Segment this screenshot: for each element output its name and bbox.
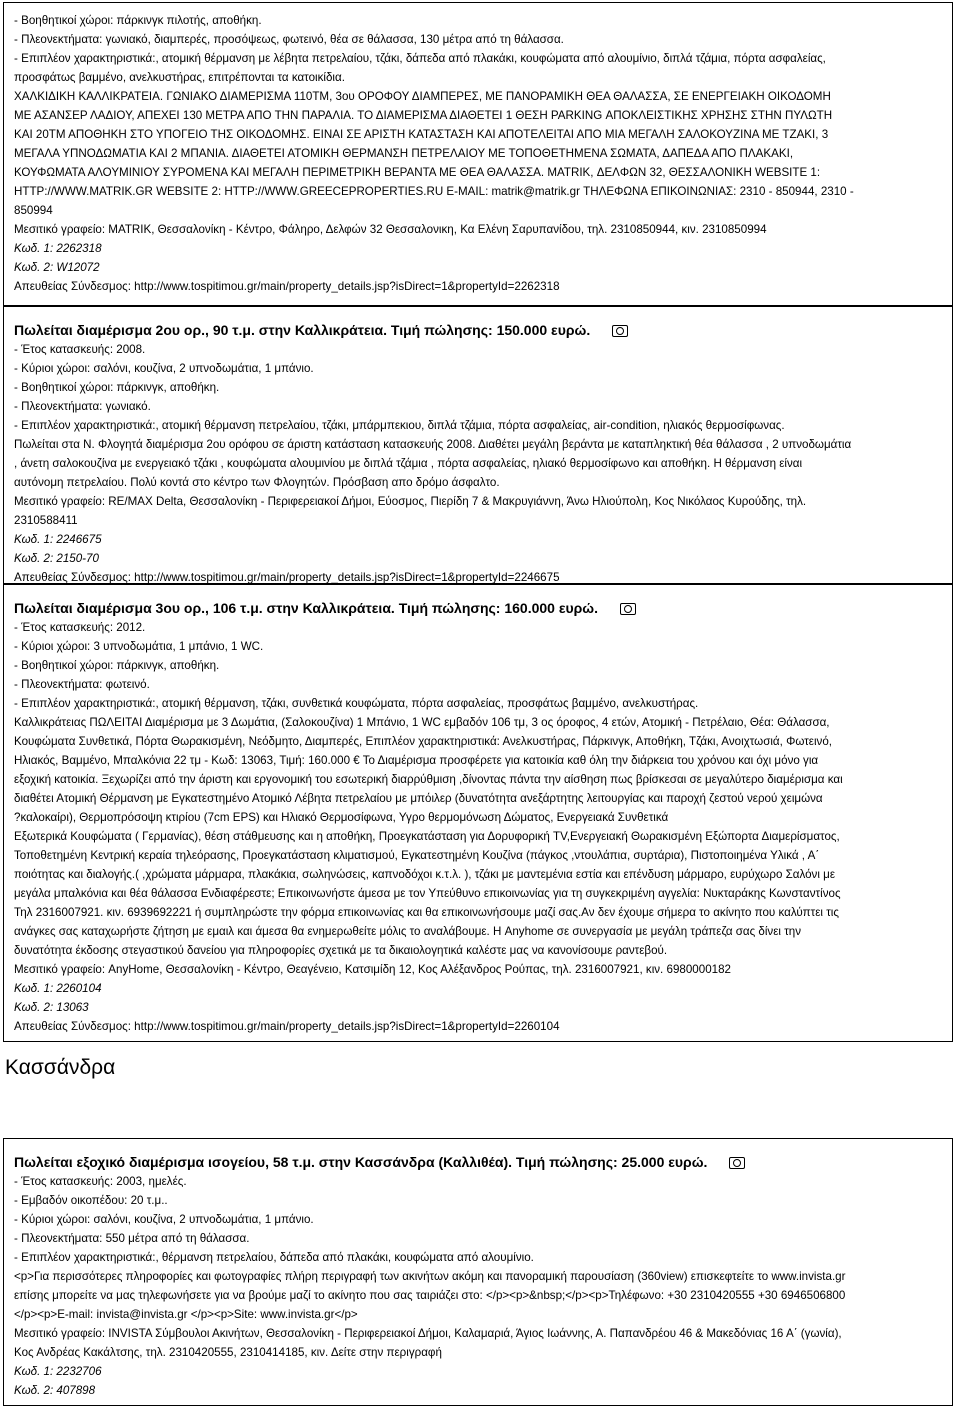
code-1: Κωδ. 1: 2262318 [14, 242, 102, 255]
detail-line: - Πλεονεκτήματα: φωτεινό. [14, 678, 150, 691]
detail-line: Μεσιτικό γραφείο: AnyHome, Θεσσαλονίκη - Κέντρο, Θεαγένειο, Κατσιμίδη 12, Κος Αλέξανδρος Ρούπας, τηλ. 2316007921, κιν. 6980000182 [14, 963, 731, 976]
code-1: Κωδ. 1: 2260104 [14, 982, 102, 995]
listing-box-3 [3, 584, 953, 1042]
detail-line: διαθέτει Ατομική Θέρμανση με Εγκατεστημένο Ατομικό Λέβητα πετρελαίου με μπόιλερ (δυνατότητα ανεξάρτητης λειτουργίας και παροχή ζεστού νερού χειμώνα [14, 792, 823, 805]
detail-line: δυνατότητα έκδοσης στεγαστικού δανείου για πληροφορίες σχετικά με τα δικαιολογητικά καλέστε μας να κανονίσουμε ραντεβού. [14, 944, 668, 957]
detail-line: - Βοηθητικοί χώροι: πάρκινγκ, αποθήκη. [14, 381, 220, 394]
listing-1-details [14, 11, 942, 239]
detail-line: Κουφώματα Συνθετικά, Πόρτα Θωρακισμένη, Νεόδμητο, Διαμπερές, Επιπλέον χαρακτηριστικά: Ανελκυστήρας, Πάρκινγκ, Αποθήκη, Τζάκι, Ανοιχτωσιά, Φωτεινό, [14, 735, 833, 748]
detail-line: - Έτος κατασκευής: 2012. [14, 621, 146, 634]
detail-line: Μεσιτικό γραφείο: MATRIK, Θεσσαλονίκη - Κέντρο, Φάληρο, Δελφών 32 Θεσσαλονικη, Κα Ελένη Σαρυπανίδου, τηλ. 2310850944, κιν. 2310850994 [14, 223, 767, 236]
code-1: Κωδ. 1: 2232706 [14, 1365, 102, 1378]
detail-line: προσφάτως βαμμένο, ανελκυστήρας, επιτρέπονται τα κατοικίδια. [14, 71, 345, 84]
detail-line: μεγάλα μπαλκόνια και θέα θάλασσα Ενδιαφέρεστε; Επικοινωνήστε άμεσα με τον Υπεύθυνο επικοινωνίας για τη συγκεκριμένη αγγελία: Νυκταράκης Κωνσταντίνος [14, 887, 841, 900]
detail-line: ΧΑΛΚΙΔΙΚΗ ΚΑΛΛΙΚΡΑΤΕΙΑ. ΓΩΝΙΑΚΟ ΔΙΑΜΕΡΙΣΜΑ 110ΤΜ, 3ου ΟΡΟΦΟΥ ΔΙΑΜΠΕΡΕΣ, ΜΕ ΠΑΝΟΡΑΜΙΚΗ ΘΕΑ ΘΑΛΑΣΣΑ, ΣΕ ΕΝΕΡΓΕΙΑΚΗ ΟΙΚΟΔΟΜΗ [14, 90, 831, 103]
detail-line: - Επιπλέον χαρακτηριστικά:, ατομική θέρμανση, τζάκι, συνθετικά κουφώματα, πόρτα ασφαλείας, προσφάτως βαμμένο, ανελκυστήρας. [14, 697, 699, 710]
listing-title: Πωλείται εξοχικό διαμέρισμα ισογείου, 58 τ.μ. στην Κασσάνδρα (Καλλιθέα). Τιμή πώλησης: 25.000 ευρώ. [14, 1152, 942, 1172]
code-1: Κωδ. 1: 2246675 [14, 533, 102, 546]
listing-box-1 [3, 2, 953, 306]
detail-line: Εξωτερικά Κουφώματα ( Γερμανίας), θέση στάθμευσης και η αποθήκη, Προεγκατάσταση για Δορυφορική TV,Ενεργειακή Θωρακισμένη Εξώπορτα Διαμερίσματος, [14, 830, 840, 843]
direct-link[interactable]: Απευθείας Σύνδεσμος: http://www.tospitimou.gr/main/property_details.jsp?isDirect=1&propertyId=2262318 [14, 280, 560, 293]
detail-line: - Πλεονεκτήματα: γωνιακό, διαμπερές, προσόψεως, φωτεινό, θέα σε θάλασσα, 130 μέτρα από τη θάλασσα. [14, 33, 564, 46]
detail-line: - Κύριοι χώροι: σαλόνι, κουζίνα, 2 υπνοδωμάτια, 1 μπάνιο. [14, 362, 314, 375]
camera-icon[interactable] [620, 603, 636, 615]
code-2: Κωδ. 2: 2150-70 [14, 552, 99, 565]
listing-title: Πωλείται διαμέρισμα 3ου ορ., 106 τ.μ. στην Καλλικράτεια. Τιμή πώλησης: 160.000 ευρώ. [14, 598, 942, 618]
detail-line: - Πλεονεκτήματα: γωνιακό. [14, 400, 151, 413]
detail-line: - Έτος κατασκευής: 2003, ημελές. [14, 1175, 187, 1188]
detail-line: αυτόνομη πετρελαίου. Πολύ κοντά στο κέντρο των Φλογητών. Πρόσβαση απο δρόμο άσφαλτο. [14, 476, 500, 489]
detail-line: - Κύριοι χώροι: σαλόνι, κουζίνα, 2 υπνοδωμάτια, 1 μπάνιο. [14, 1213, 314, 1226]
detail-line: Μεσιτικό γραφείο: INVISTA Σύμβουλοι Ακινήτων, Θεσσαλονίκη - Περιφερειακοί Δήμοι, Καλαμαριά, Άγιος Ιωάννης, Α. Παπανδρέου 46 & Μακεδόνιας 16 Α΄ (γωνία), [14, 1327, 842, 1340]
detail-line: - Βοηθητικοί χώροι: πάρκινγκ, αποθήκη. [14, 659, 220, 672]
detail-line: εξοχική κατοικία. Ξεχωρίζει από την άριστη και εργονομική του εσωτερική διαρρύθμιση ,δίνοντας πάντα την αίσθηση πως βρίσκεσαι σε μεγαλύτερο διαμέρισμα και [14, 773, 843, 786]
detail-line: - Έτος κατασκευής: 2008. [14, 343, 146, 356]
listing-box-2 [3, 306, 953, 584]
detail-line: ΜΕΓΑΛΑ ΥΠΝΟΔΩΜΑΤΙΑ ΚΑΙ 2 ΜΠΑΝΙΑ. ΔΙΑΘΕΤΕΙ ΑΤΟΜΙΚΗ ΘΕΡΜΑΝΣΗ ΠΕΤΡΕΛΑΙΟΥ ΜΕ ΤΟΠΟΘΕΤΗΜΕΝΑ ΣΩΜΑΤΑ, ΔΑΠΕΔΑ ΑΠΟ ΠΛΑΚΑΚΙ, [14, 147, 794, 160]
detail-line: Τοποθετημένη Κεντρική κεραία τηλεόρασης, Προεγκατάσταση κλιματισμού, Εγκατεστημένη Κουζίνα (πάγκος ,ντουλάπια, συρτάρια), Πιστοποιημένα Υλικά , Α΄ [14, 849, 820, 862]
detail-line: - Πλεονεκτήματα: 550 μέτρα από τη θάλασσα. [14, 1232, 250, 1245]
detail-line: Πωλείται στα Ν. Φλογητά διαμέρισμα 2ου ορόφου σε άριστη κατάσταση κατασκευής 2008. Διαθέτει μεγάλη βεράντα με καταπληκτική θέα θάλασσα , 2 υπνοδωμάτια [14, 438, 852, 451]
detail-line: 2310588411 [14, 514, 78, 527]
code-2: Κωδ. 2: W12072 [14, 261, 100, 274]
listing-box-4 [3, 1138, 953, 1406]
camera-icon[interactable] [612, 325, 628, 337]
listing-2-details [14, 340, 942, 530]
detail-line: , άνετη σαλοκουζίνα με ενεργειακό τζάκι , κουφώματα αλουμινίου με διπλά τζάμια , πόρτα ασφαλείας, ηλιακό θερμοσίφωνο και αποθήκη. Η θέρμανση είναι [14, 457, 803, 470]
detail-line: ποιότητας και διαλογής.( ,χρώματα μάρμαρα, πλακάκια, σωληνώσεις, καπνοδόχοι κ.τ.λ. ), τζάκι με μαντεμένια εστία και επένδυση μάρμαρο, ευρύχωρο Σαλόνι με [14, 868, 836, 881]
detail-line: Μεσιτικό γραφείο: RE/MAX Delta, Θεσσαλονίκη - Περιφερειακοί Δήμοι, Εύοσμος, Πιερίδη 7 & Μακρυγιάννη, Άνω Ηλιούπολη, Κος Νικόλαος Κυρούδης, τηλ. [14, 495, 807, 508]
detail-line: HTTP://WWW.MATRIK.GR WEBSITE 2: HTTP://WWW.GREECEPROPERTIES.RU E-MAIL: matrik@matrik.gr ΤΗΛΕΦΩΝΑ ΕΠΙΚΟΙΝΩΝΙΑΣ: 2310 - 850944, 2310 - [14, 185, 854, 198]
detail-line: - Επιπλέον χαρακτηριστικά:, θέρμανση πετρελαίου, δάπεδα από πλακάκι, κουφώματα από αλουμίνιο. [14, 1251, 534, 1264]
detail-line: - Επιπλέον χαρακτηριστικά:, ατομική θέρμανση πετρελαίου, τζάκι, μπάρμπεκιου, διπλά τζάμια, πόρτα ασφαλείας, air-condition, ηλιακός θερμοσίφωνας. [14, 419, 785, 432]
detail-line: - Επιπλέον χαρακτηριστικά:, ατομική θέρμανση με λέβητα πετρελαίου, τζάκι, δάπεδα από πλακάκι, κουφώματα από αλουμίνιο, διπλά τζάμια, πόρτα ασφαλείας, [14, 52, 826, 65]
detail-line: Κος Ανδρέας Κακάλτσης, τηλ. 2310420555, 2310414185, κιν. Δείτε στην περιγραφή [14, 1346, 442, 1359]
detail-line: </p><p>E-mail: invista@invista.gr </p><p>Site: www.invista.gr</p> [14, 1308, 358, 1321]
code-2: Κωδ. 2: 13063 [14, 1001, 89, 1014]
code-2: Κωδ. 2: 407898 [14, 1384, 96, 1397]
detail-line: Ηλιακός, Βαμμένο, Μπαλκόνια 22 τμ - Κωδ: 13063, Τιμή: 160.000 € Το Διαμέρισμα προσφέρετε για κατοικία καθ όλη την διάρκεια του χρόνου και όχι μόνο για [14, 754, 819, 767]
detail-line: ΜΕ ΑΣΑΝΣΕΡ ΛΑΔΙΟΥ, ΑΠΕΧΕΙ 130 ΜΕΤΡΑ ΑΠΟ ΤΗΝ ΠΑΡΑΛΙΑ. ΤΟ ΔΙΑΜΕΡΙΣΜΑ ΔΙΑΘΕΤΕΙ 1 ΘΕΣΗ PARKING ΑΠΟΚΛΕΙΣΤΙΚΗΣ ΧΡΗΣΗΣ ΣΤΗΝ ΠΥΛΩΤΗ [14, 109, 833, 122]
detail-line: - Κύριοι χώροι: 3 υπνοδωμάτια, 1 μπάνιο, 1 WC. [14, 640, 264, 653]
detail-line: Καλλικράτειας ΠΩΛΕΙΤΑΙ Διαμέρισμα με 3 Δωμάτια, (Σαλοκουζίνα) 1 Μπάνιο, 1 WC εμβαδόν 106 τμ, 3 ος όροφος, 4 ετών, Ατομική - Πετρέλαιο, Θέα: Θάλασσα, [14, 716, 830, 729]
detail-line: επίσης μπορείτε να μας τηλεφωνήσετε για να βρούμε μαζί το ακίνητο που σας ταιριάζει στο: </p><p>&nbsp;</p><p>Τηλέφωνο: +30 2310420555 +30 6946506800 [14, 1289, 846, 1302]
detail-line: ανάγκες σας καταχωρήστε ζήτηση με εμαιλ και άμεσα θα ενημερωθείτε μόλις το αναλάβουμε. Η Anyhome σε συνεργασία με μεγάλη τράπεζα σας δίνει την [14, 925, 802, 938]
listing-title: Πωλείται διαμέρισμα 2ου ορ., 90 τ.μ. στην Καλλικράτεια. Τιμή πώλησης: 150.000 ευρώ. [14, 320, 942, 340]
detail-line: ΚΟΥΦΩΜΑΤΑ ΑΛΟΥΜΙΝΙΟΥ ΣΥΡΟΜΕΝΑ ΚΑΙ ΜΕΓΑΛΗ ΠΕΡΙΜΕΤΡΙΚΗ ΒΕΡΑΝΤΑ ΜΕ ΘΕΑ ΘΑΛΑΣΣΑ. MATRIK, ΔΕΛΦΩΝ 32, ΘΕΣΣΑΛΟΝΙΚΗ WEBSITE 1: [14, 166, 821, 179]
section-heading: Κασσάνδρα [5, 1056, 116, 1079]
listing-3-details [14, 618, 942, 979]
detail-line: Τηλ 2316007921. κιν. 6939692221 ή συμπληρώστε την φόρμα επικοινωνίας και θα επικοινωνήσουμε μαζί σας.Αν δεν έχουμε σήμερα το ακίνητο που καλύπτει τις [14, 906, 839, 919]
detail-line: - Βοηθητικοί χώροι: πάρκινγκ πιλοτής, αποθήκη. [14, 14, 262, 27]
detail-line: ΚΑΙ 20ΤΜ ΑΠΟΘΗΚΗ ΣΤΟ ΥΠΟΓΕΙΟ ΤΗΣ ΟΙΚΟΔΟΜΗΣ. ΕΙΝΑΙ ΣΕ ΑΡΙΣΤΗ ΚΑΤΑΣΤΑΣΗ ΚΑΙ ΑΠΟΤΕΛΕΙΤΑΙ ΑΠΟ ΜΙΑ ΜΕΓΑΛΗ ΣΑΛΟΚΟΥΖΙΝΑ ΜΕ ΤΖΑΚΙ, 3 [14, 128, 829, 141]
detail-line: ?καλοκαίρι), Θερμοπρόσοψη κτιρίου (7cm EPS) και Ηλιακό Θερμοσίφωνα, Υγρο θερμομόνωση Δώματος, Ενεργειακά Συνθετικά [14, 811, 669, 824]
listing-4-details [14, 1172, 942, 1362]
camera-icon[interactable] [729, 1157, 745, 1169]
detail-line: <p>Για περισσότερες πληροφορίες και φωτογραφίες πλήρη περιγραφή των ακινήτων ακόμη και πανοραμική παρουσίαση (360view) επισκεφτείτε το www.invista.gr [14, 1270, 846, 1283]
detail-line: - Εμβαδόν οικοπέδου: 20 τ.μ.. [14, 1194, 168, 1207]
direct-link[interactable]: Απευθείας Σύνδεσμος: http://www.tospitimou.gr/main/property_details.jsp?isDirect=1&propertyId=2246675 [14, 571, 560, 584]
detail-line: 850994 [14, 204, 53, 217]
direct-link[interactable]: Απευθείας Σύνδεσμος: http://www.tospitimou.gr/main/property_details.jsp?isDirect=1&propertyId=2260104 [14, 1020, 560, 1033]
